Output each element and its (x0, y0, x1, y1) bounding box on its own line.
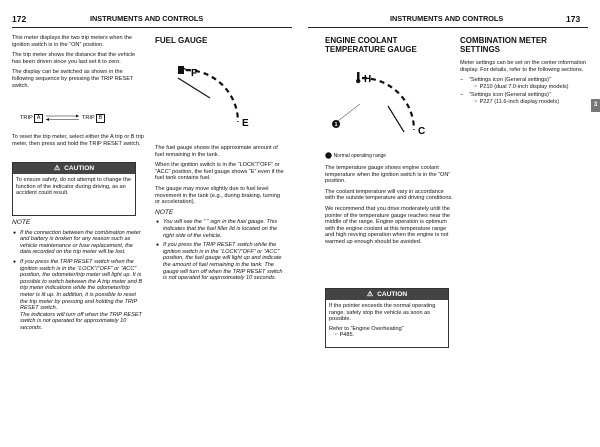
note-section-left (12, 220, 144, 335)
warning-icon: ⚠ (366, 291, 374, 298)
paragraph: The coolant temperature will vary in accordance with the outside temperature and driving conditions. (325, 188, 453, 202)
legend-marker-icon (325, 152, 332, 159)
page-ref-icon: ☞ (473, 98, 480, 105)
paragraph: When the ignition switch is in the “LOCK”/“OFF” or “ACC” position, the fuel gauge shows “E” even if the fuel tank contains fuel. (155, 162, 284, 182)
fuel-gauge-text (155, 145, 285, 285)
trip-label: TRIP (20, 115, 33, 121)
caution-header: ⚠ CAUTION (13, 163, 135, 174)
paragraph: This meter displays the two trip meters when the ignition switch is in the “ON” position. (12, 35, 133, 48)
note-title: NOTE (12, 219, 31, 226)
fuel-gauge-heading: FUEL GAUGE (155, 36, 208, 45)
page-header-left: INSTRUMENTS AND CONTROLS (90, 14, 204, 23)
reset-text (12, 134, 144, 151)
warning-icon: ⚠ (53, 165, 61, 172)
page-ref-icon: ☞ (333, 332, 340, 339)
note-item: ● If you press the TRIP RESET switch while the ignition switch is in the “LOCK”/“OFF” or “ACC” position, the fuel gauge will light up and indicate the amount of fuel remaining in the tank. The gauge will turn off when the TRIP RESET switch is not operated for approximately 10 seconds. (156, 242, 283, 282)
paragraph: The gauge may move slightly due to fuel level movement in the tank (e.g., during braking, turning or acceleration). (155, 185, 280, 206)
trip-meter-text (12, 35, 144, 93)
list-item: – “Settings icon (General settings)” ☞ P210 (dual 7.0-inch display models) (460, 77, 569, 90)
caution-header: ⚠ CAUTION (326, 289, 448, 300)
empty-label: E (242, 118, 249, 129)
temperature-gauge-figure (328, 64, 438, 148)
list-item: – “Settings icon (General settings)” ☞ P227 (11.6-inch display models) (460, 92, 560, 105)
caution-box-right (325, 288, 449, 348)
fuel-pump-icon (178, 66, 187, 74)
caution-box-left (12, 162, 136, 216)
section-tab: 3 (591, 99, 600, 112)
normal-range-legend (325, 152, 455, 160)
trip-label: TRIP (81, 115, 95, 121)
combination-meter-text (460, 60, 586, 108)
paragraph: To reset the trip meter, select either the A trip or B trip meter, then press and hold the TRIP RESET switch. (12, 134, 144, 147)
page-number-right: 173 (566, 14, 581, 24)
caution-reference: Refer to “Engine Overheating” (329, 325, 404, 332)
caution-reference-page: ☞ P485. (333, 332, 355, 339)
fuel-gauge-figure (160, 56, 260, 136)
sequence-arrow-icon (45, 114, 81, 121)
page-number-left: 172 (12, 14, 27, 24)
page-ref-icon: ☞ (473, 83, 480, 90)
cold-label: C (418, 126, 426, 137)
paragraph: The fuel gauge shows the approximate amount of fuel remaining in the tank. (155, 145, 278, 158)
header-rule-right (308, 27, 588, 28)
paragraph: The display can be switched as shown in the following sequence by pressing the TRIP RESET switch. (12, 69, 134, 89)
paragraph: We recommend that you drive moderately until the pointer of the temperature gauge reaches near the middle of the range. Engine operation is optimum with the engine coolant at this temperature range and high revving operation when the engine is not warmed up enough should be avoided. (325, 205, 451, 245)
note-item-continued: The indicators will turn off when the TRIP RESET switch is not operated for approximately 10 seconds. (20, 311, 142, 331)
trip-b-box: B (96, 114, 105, 123)
note-item: ● If the connection between the combination meter and battery is broken for any reason such as vehicle maintenance or fuse replacement, the data recorded on the trip meter will be lost. (13, 229, 141, 256)
paragraph: The trip meter shows the distance that the vehicle has been driven since you last set it to zero. (12, 52, 136, 65)
caution-text: To ensure safety, do not attempt to change the function of the indicator during driving, as an accident could result. (16, 177, 131, 197)
right-page (300, 0, 600, 447)
range-marker-number: 1 (334, 122, 338, 129)
paragraph: Meter settings can be set on the center information display. For details, refer to the following sections. (460, 60, 586, 73)
note-title: NOTE (155, 208, 174, 216)
full-label: F (191, 68, 198, 79)
trip-sequence-figure (20, 114, 130, 123)
paragraph: The temperature gauge shows engine coolant temperature when the ignition switch is in the “ON” position. (325, 165, 451, 185)
header-rule-left (12, 27, 292, 28)
note-item: ● You will see the “ ” sign in the fuel gauge. This indicates that the fuel filler lid is located on the right side of the vehicle. (156, 219, 278, 239)
coolant-gauge-heading: ENGINE COOLANT TEMPERATURE GAUGE (325, 36, 417, 55)
caution-text: If the pointer exceeds the normal operating range, safely stop the vehicle as soon as possible. Refer to “Engine Overheating” ☞ P485. (326, 300, 448, 345)
legend-text: Normal operating range (333, 152, 387, 159)
thermometer-icon (356, 72, 360, 83)
trip-a-box: A (34, 114, 43, 123)
coolant-gauge-text (325, 165, 455, 250)
page-header-right: INSTRUMENTS AND CONTROLS (390, 14, 504, 23)
note-item: ● If you press the TRIP RESET switch when the ignition switch is in the “LOCK”/“OFF” or “ACC” position, the odometer/trip meter will light up. It is possible to switch between the A trip meter and B trip meter indications while the odometer/trip meter is lit up. In addition, it is possible to reset the trip meter by pressing and holding the TRIP RESET switch. (13, 258, 143, 312)
hot-label: H (364, 74, 372, 85)
combination-meter-heading: COMBINATION METER SETTINGS (460, 36, 547, 55)
